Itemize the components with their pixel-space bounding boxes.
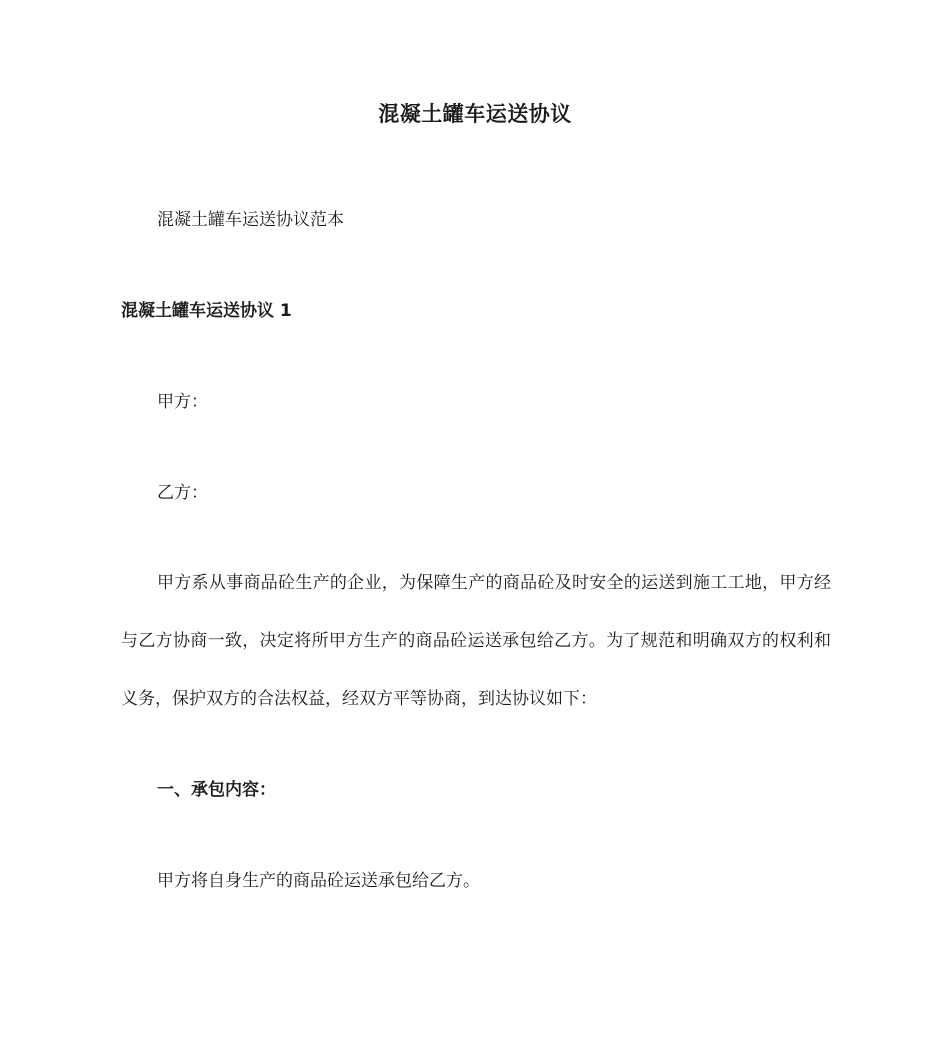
document-subtitle: 混凝土罐车运送协议范本 — [157, 210, 344, 230]
document-title: 混凝土罐车运送协议 — [378, 102, 572, 126]
intro-paragraph: 甲方系从事商品砼生产的企业，为保障生产的商品砼及时安全的运送到施工工地，甲方经与乙方协商一致，决定将所甲方生产的商品砼运送承包给乙方。为了规范和明确双方的权利和义务，保护双方的合法权益，经双方平等协商，到达协议如下： — [121, 573, 831, 709]
clause-1-body: 甲方将自身生产的商品砼运送承包给乙方。 — [157, 871, 480, 891]
party-b-label: 乙方： — [157, 483, 208, 503]
party-a-label: 甲方： — [157, 392, 208, 412]
clause-1-heading: 一、承包内容： — [157, 780, 276, 800]
section-heading: 混凝土罐车运送协议 1 — [121, 301, 292, 321]
